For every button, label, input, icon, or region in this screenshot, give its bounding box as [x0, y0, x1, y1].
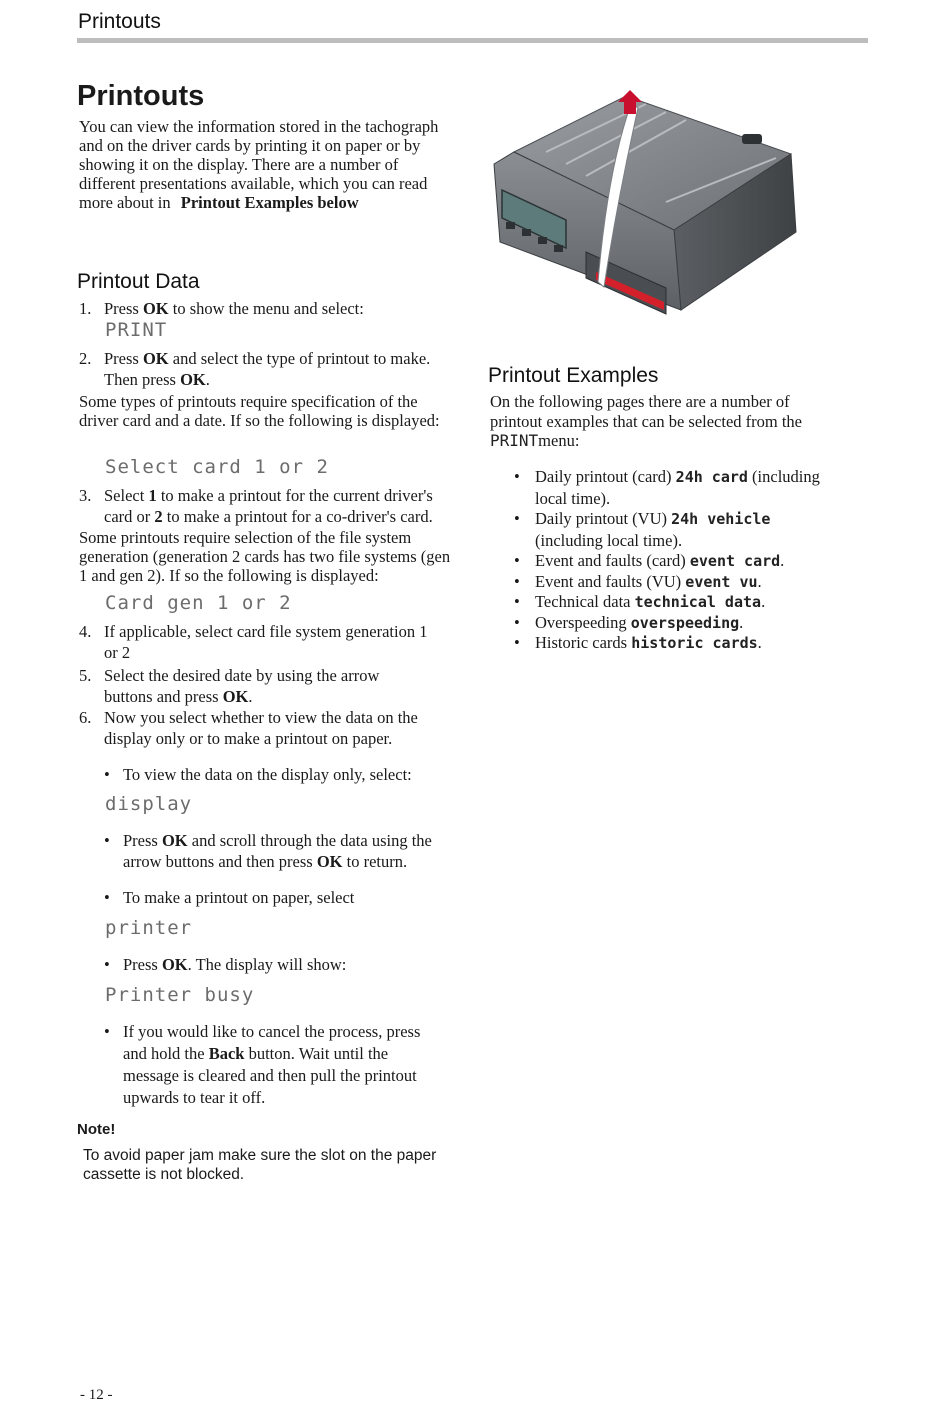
step-text: .	[248, 687, 253, 706]
para-card: Some types of printouts require specification of the driver card and a date. If so the following is displayed:	[79, 392, 440, 430]
step-text: Select the desired date by using the arrow	[104, 666, 380, 685]
example-code: 24h vehicle	[671, 510, 771, 528]
example-suffix: .	[757, 572, 762, 591]
bullet-text: and hold the	[123, 1044, 209, 1063]
example-label: Daily printout (VU)	[535, 509, 667, 528]
example-suffix: .	[739, 613, 744, 632]
bullet-dot: •	[514, 467, 520, 486]
step-text: to show the menu and select:	[168, 299, 364, 318]
ok-label: OK	[161, 831, 188, 850]
bullet-text: and scroll through the data using the	[187, 831, 432, 850]
heading-printout-examples: Printout Examples	[488, 364, 659, 387]
intro-link[interactable]: Printout Examples below	[180, 193, 359, 212]
bullet-text: Press	[123, 955, 162, 974]
example-code: overspeeding	[630, 614, 740, 632]
examples-intro	[490, 392, 802, 451]
step-text: Press	[104, 299, 143, 318]
intro-text: You can view the information stored in the tachograph and on the driver cards by printing it on paper or by showing it on the display. There are a number of different presentations available, which you can read more about in	[79, 117, 439, 212]
examples-intro-text: menu:	[538, 431, 580, 450]
step-number: 6.	[79, 708, 92, 727]
step-text: to make a printout for the current driver's	[156, 486, 433, 505]
step-text: or 2	[104, 643, 131, 662]
bullet-dot: •	[104, 955, 110, 974]
step-number: 2.	[79, 349, 92, 368]
example-suffix: .	[757, 633, 762, 652]
step-text: card or	[104, 507, 155, 526]
example-code: event vu	[685, 573, 758, 591]
bullet-text: button. Wait until the	[244, 1044, 389, 1063]
back-label: Back	[208, 1044, 245, 1063]
step-text: If applicable, select card file system generation 1	[104, 622, 428, 641]
example-label: Daily printout (card)	[535, 467, 672, 486]
bullet-text: to return.	[342, 852, 408, 871]
example-label: Overspeeding	[535, 613, 627, 632]
step-text: display only or to make a printout on paper.	[104, 729, 393, 748]
example-code: 24h card	[675, 468, 748, 486]
bullet-dot: •	[104, 1022, 110, 1041]
bullet-dot: •	[514, 509, 520, 528]
bullet-text: To make a printout on paper, select	[123, 888, 355, 907]
bullet-dot: •	[514, 572, 520, 591]
note-text: To avoid paper jam make sure the slot on the paper cassette is not blocked.	[83, 1147, 437, 1183]
bullet-text: . The display will show:	[187, 955, 347, 974]
bullet-dot: •	[104, 888, 110, 907]
bullet-dot: •	[514, 633, 520, 652]
step-text: .	[205, 370, 210, 389]
heading-printout-data: Printout Data	[77, 270, 200, 293]
lcd-print: PRINT	[105, 319, 168, 341]
step-number: 5.	[79, 666, 92, 685]
bullet-dot: •	[514, 592, 520, 611]
example-suffix: (including local time).	[535, 531, 683, 550]
bullet-text: upwards to tear it off.	[123, 1088, 266, 1107]
bold-value: 1	[148, 486, 157, 505]
step-text: Then press	[104, 370, 181, 389]
examples-intro-text: printout examples that can be selected from the	[490, 411, 803, 431]
lcd-printer: printer	[105, 917, 193, 939]
step-number: 4.	[79, 622, 92, 641]
print-menu-code: PRINT	[490, 431, 539, 450]
example-label: Event and faults (card)	[535, 551, 686, 570]
note-label: Note!	[77, 1121, 116, 1138]
ok-label: OK	[142, 299, 169, 318]
example-code: event card	[689, 552, 781, 570]
lcd-printer-busy: Printer busy	[105, 984, 255, 1006]
page-number: - 12 -	[80, 1387, 113, 1403]
ok-label: OK	[161, 955, 188, 974]
step-number: 3.	[79, 486, 92, 505]
example-suffix: local time).	[535, 489, 611, 508]
bold-value: 2	[154, 507, 163, 526]
bullet-text: Press	[123, 831, 162, 850]
bullet-dot: •	[104, 831, 110, 850]
examples-intro-text: On the following pages there are a number of	[490, 392, 790, 411]
example-label: Technical data	[535, 592, 631, 611]
lcd-select-card: Select card 1 or 2	[105, 456, 329, 478]
step-number: 1.	[79, 299, 92, 318]
bullet-dot: •	[514, 613, 520, 632]
bullet-dot: •	[104, 765, 110, 784]
example-suffix: .	[761, 592, 766, 611]
bullet-text: arrow buttons and then press	[123, 852, 317, 871]
tachograph-printer-icon	[486, 82, 806, 327]
ok-label: OK	[222, 687, 249, 706]
example-suffix: (including	[752, 467, 820, 486]
running-header-title: Printouts	[78, 10, 161, 33]
ok-label: OK	[142, 349, 169, 368]
ok-label: OK	[180, 370, 206, 389]
header-rule	[77, 38, 868, 43]
page-title: Printouts	[77, 80, 205, 112]
ok-label: OK	[316, 852, 343, 871]
step-text: buttons and press	[104, 687, 223, 706]
example-code: technical data	[634, 593, 762, 611]
lcd-card-gen: Card gen 1 or 2	[105, 592, 292, 614]
bullet-text: If you would like to cancel the process, press	[123, 1022, 421, 1041]
lcd-display: display	[105, 793, 193, 815]
step-text: and select the type of printout to make.	[168, 349, 431, 368]
intro-paragraph	[79, 117, 451, 212]
example-label: Historic cards	[535, 633, 628, 652]
bullet-text: To view the data on the display only, select:	[123, 765, 412, 784]
bullet-text: message is cleared and then pull the printout	[123, 1066, 417, 1085]
bullet-dot: •	[514, 551, 520, 570]
step-text: Now you select whether to view the data on the	[104, 708, 418, 727]
example-code: historic cards	[631, 634, 758, 652]
step-text: Select	[104, 486, 149, 505]
example-suffix: .	[780, 551, 785, 570]
example-label: Event and faults (VU)	[535, 572, 682, 591]
para-gen: Some printouts require selection of the file system generation (generation 2 cards has two file systems (gen 1 and gen 2). If so the following is displayed:	[79, 528, 451, 585]
step-text: Press	[104, 349, 143, 368]
step-text: to make a printout for a co-driver's card.	[162, 507, 433, 526]
